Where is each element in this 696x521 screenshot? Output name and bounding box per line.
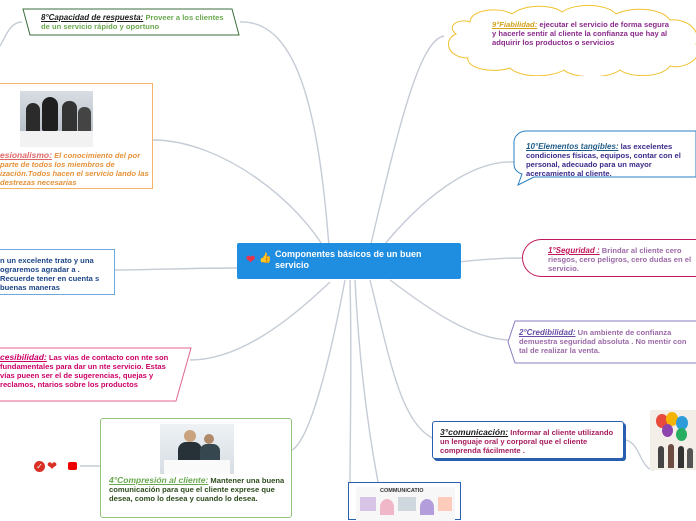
branch-to-fiabilidad — [370, 36, 444, 248]
central-topic[interactable] — [237, 243, 461, 279]
businessman-photo — [160, 424, 234, 474]
thumbs-up-icon: 👍 — [259, 253, 272, 264]
node-accesibilidad[interactable] — [0, 347, 192, 402]
node-elementos-tangibles[interactable] — [512, 130, 696, 186]
node-text: Un ambiente de confianza demuestra seguridad absoluta . No mentir con tal de realizar la venta. — [519, 328, 687, 355]
node-fiabilidad[interactable] — [440, 4, 696, 76]
node-text: Las vías de contacto con nte son fundamentales para dar un nte servicio. Estas vías pueen ser el de sugerencias, quejas y reclamos, ntarios sobre los productos — [0, 353, 169, 389]
node-title: 8°Capacidad de respuesta: — [41, 13, 144, 22]
node-title: 3°comunicación: — [440, 427, 509, 437]
node-text: n un excelente trato y una ograremos agradar a . Recuerde tener en cuenta s buenas maneras — [0, 256, 100, 292]
branch-to-accesibilidad — [190, 282, 330, 360]
branch-to-credibilidad — [390, 280, 508, 340]
central-topic-title: Componentes básicos de un buen servicio — [275, 249, 422, 270]
node-title: 2°Credibilidad: — [519, 328, 576, 337]
node-text: las excelentes condiciones físicas, equipos, contar con el personal, adecuado para un mayor acercamiento al cliente. — [526, 142, 681, 178]
node-text: Informar al cliente utilizando un lenguaje oral y corporal que el cliente comprenda fácilmente . — [440, 428, 614, 455]
node-profesionalismo[interactable] — [0, 83, 153, 189]
node-title: cesibilidad: — [0, 352, 47, 362]
node-credibilidad[interactable] — [507, 320, 696, 364]
check-heart-icon: ✓ — [34, 461, 45, 472]
branch-to-elementos — [380, 162, 514, 250]
branch-to-collage — [350, 280, 351, 482]
node-title: 4°Compresión al cliente: — [109, 475, 209, 485]
node-text: Proveer a los clientes de un servicio rápido y oportuno — [41, 13, 224, 31]
node-comunicacion[interactable] — [432, 421, 624, 459]
branch-to-capacidad-tail — [0, 22, 22, 46]
communication-caption: COMMUNICATIO — [380, 488, 424, 494]
heart-icon: ❤ — [246, 254, 256, 266]
communication-collage-photo — [356, 487, 455, 521]
branch-to-collage-2 — [355, 280, 378, 482]
youtube-icon — [68, 462, 77, 470]
node-title: 1°Seguridad : — [548, 246, 600, 255]
node-seguridad[interactable] — [522, 239, 696, 277]
branch-to-capacidad — [240, 22, 330, 260]
node-text: ejecutar el servicio de forma segura y hacerle sentir al cliente la confianza que hay al adquirir los productos o servicios — [492, 20, 669, 47]
node-title: esionalismo: — [0, 150, 52, 160]
people-with-balloons-photo — [650, 410, 696, 470]
branch-to-compresion — [292, 280, 345, 450]
node-title: 10°Elementos tangibles: — [526, 142, 619, 151]
heart-icon: ❤ — [47, 459, 58, 473]
node-capacidad-respuesta[interactable] — [22, 8, 240, 36]
node-title: 9°Fiabilidad: — [492, 20, 538, 29]
communication-collage-node[interactable] — [348, 482, 461, 520]
meeting-photo — [20, 91, 93, 147]
branch-to-cortesia — [115, 268, 237, 270]
node-compresion-cliente[interactable] — [100, 418, 292, 518]
node-text: Mantener una buena comunicación para que el cliente exprese que desea, como lo desea y cuando lo desea. — [109, 476, 285, 503]
node-cortesia[interactable] — [0, 249, 115, 295]
branch-to-profesionalismo — [153, 140, 330, 258]
node-text: El conocimiento del por parte de todos los miembros de ización.Todos hacen el servicio lando las destrezas necesarias — [0, 151, 149, 187]
node-text: Brindar al cliente cero riesgos, cero peligros, cero dudas en el servicio. — [548, 246, 692, 273]
